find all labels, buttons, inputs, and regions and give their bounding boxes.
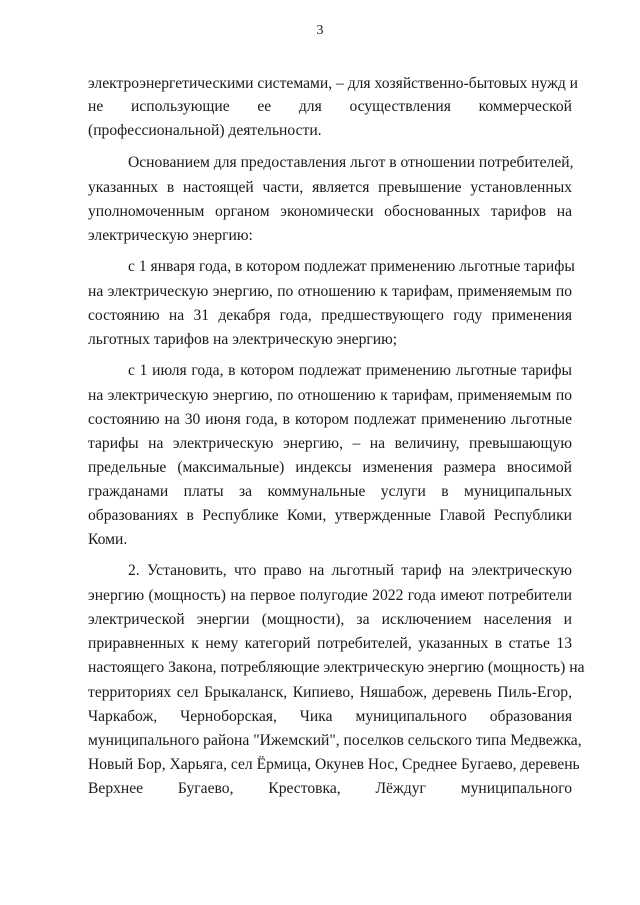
text-line: не использующие ее для осуществления коммерческой [88, 98, 572, 115]
text-line: образованиях в Республике Коми, утвержденные Главой Республики [88, 507, 572, 524]
text-line: Верхнее Бугаево, Крестовка, Лёждуг муниципального [88, 780, 572, 797]
text-line: электрическую энергию: [88, 227, 253, 244]
text-line: 2. Установить, что право на льготный тариф на электрическую [128, 562, 572, 579]
text-line: на электрическую энергию, по отношению к тарифам, применяемым по [88, 387, 572, 404]
page-number: 3 [316, 23, 324, 38]
text-line: состоянию на 31 декабря года, предшествующего году применения [88, 307, 572, 324]
text-line: указанных в настоящей части, является превышение установленных [88, 179, 572, 196]
text-line: с 1 января года, в котором подлежат применению льготные тарифы [128, 258, 575, 275]
text-line: территориях сел Брыкаланск, Кипиево, Няшабож, деревень Пиль-Егор, [88, 684, 572, 701]
text-line: Коми. [88, 531, 128, 548]
text-line: уполномоченным органом экономически обоснованных тарифов на [88, 203, 572, 220]
text-line: (профессиональной) деятельности. [88, 122, 322, 139]
text-line: Новый Бор, Харьяга, сел Ёрмица, Окунев Нос, Среднее Бугаево, деревень [88, 756, 580, 773]
text-line: электроэнергетическими системами, – для хозяйственно-бытовых нужд и [88, 75, 579, 92]
text-line: Основанием для предоставления льгот в отношении потребителей, [128, 154, 574, 171]
text-line: гражданами платы за коммунальные услуги в муниципальных [88, 483, 572, 500]
text-line: электрической энергии (мощности), за исключением населения и [88, 611, 572, 628]
text-line: с 1 июля года, в котором подлежат применению льготные тарифы [128, 362, 572, 379]
text-line: на электрическую энергию, по отношению к тарифам, применяемым по [88, 283, 572, 300]
text-line: муниципального района "Ижемский", поселков сельского типа Медвежка, [88, 732, 582, 749]
text-line: приравненных к нему категорий потребителей, указанных в статье 13 [88, 635, 572, 652]
text-line: тарифы на электрическую энергию, – на величину, превышающую [88, 435, 572, 452]
text-line: состоянию на 30 июня года, в котором подлежат применению льготные [88, 411, 572, 428]
text-line: предельные (максимальные) индексы изменения размера вносимой [88, 459, 572, 476]
text-line: настоящего Закона, потребляющие электрическую энергию (мощность) на [88, 659, 585, 676]
text-line: энергию (мощность) на первое полугодие 2022 года имеют потребители [88, 587, 572, 604]
text-line: льготных тарифов на электрическую энергию; [88, 331, 398, 348]
text-line: Чаркабож, Черноборская, Чика муниципального образования [88, 708, 572, 725]
